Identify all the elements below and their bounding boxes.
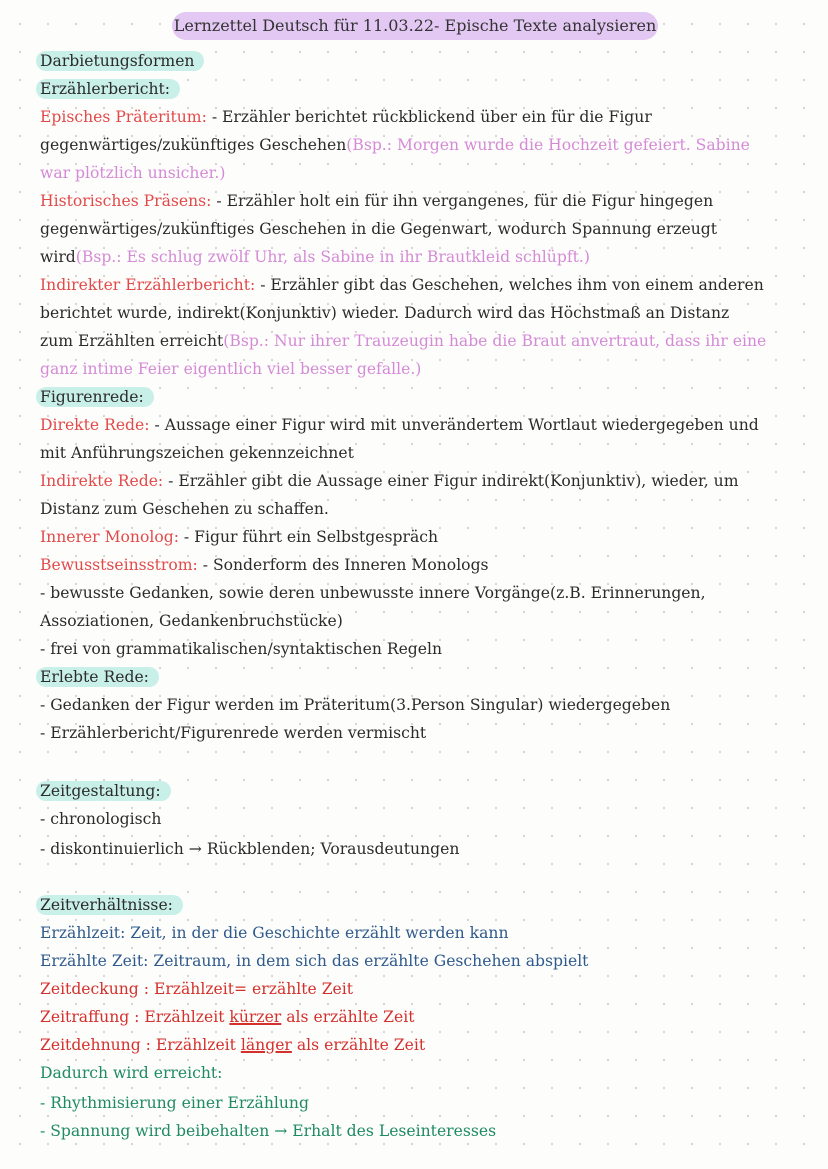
page-title: Lernzettel Deutsch für 11.03.22- Epische Texte analysieren <box>172 12 658 40</box>
section-heading-erlebte-rede: Erlebte Rede: <box>40 664 159 691</box>
example-text: war plötzlich unsicher.) <box>40 164 226 182</box>
list-item: - bewusste Gedanken, sowie deren unbewusste innere Vorgänge(z.B. Erinnerungen, <box>40 584 706 602</box>
definition-zeitdehnung: Zeitdehnung : Erzählzeit länger als erzählte Zeit <box>40 1036 426 1054</box>
line-episches-praeteritum-2: gegenwärtiges/zukünftiges Geschehen(Bsp.: Morgen wurde die Hochzeit gefeiert. Sabine <box>40 136 750 154</box>
list-item: - chronologisch <box>40 810 162 828</box>
line-historisches-praesens-2: gegenwärtiges/zukünftiges Geschehen in die Gegenwart, wodurch Spannung erzeugt <box>40 220 718 238</box>
list-item: - Gedanken der Figur werden im Präteritum(3.Person Singular) wiedergegeben <box>40 696 671 714</box>
example-text: (Bsp.: Morgen wurde die Hochzeit gefeiert. Sabine <box>346 136 750 154</box>
line-indirekte-rede-2: Distanz zum Geschehen zu schaffen. <box>40 500 329 518</box>
term-historisches-praesens: Historisches Präsens: <box>40 192 212 210</box>
example-text: (Bsp.: Nur ihrer Trauzeugin habe die Braut anvertraut, dass ihr eine <box>223 332 767 350</box>
line-direkte-rede: Direkte Rede: - Aussage einer Figur wird mit unverändertem Wortlaut wiedergegeben und <box>40 416 759 434</box>
list-item: - Spannung wird beibehalten → Erhalt des Leseinteresses <box>40 1122 497 1140</box>
definition-erzaehlte-zeit: Erzählte Zeit: Zeitraum, in dem sich das erzählte Geschehen abspielt <box>40 952 589 970</box>
section-heading-zeitgestaltung: Zeitgestaltung: <box>40 778 171 805</box>
list-item: - frei von grammatikalischen/syntaktischen Regeln <box>40 640 443 658</box>
line-indirekter-erzaehlerbericht: Indirekter Erzählerbericht: - Erzähler gibt das Geschehen, welches ihm von einem anderen <box>40 276 764 294</box>
list-item: - Rhythmisierung einer Erzählung <box>40 1094 309 1112</box>
definition-zeitraffung: Zeitraffung : Erzählzeit kürzer als erzählte Zeit <box>40 1008 415 1026</box>
term-innerer-monolog: Innerer Monolog: <box>40 528 179 546</box>
line-indirekte-rede: Indirekte Rede: - Erzähler gibt die Aussage einer Figur indirekt(Konjunktiv), wieder, um <box>40 472 739 490</box>
line-bewusstseinsstrom: Bewusstseinsstrom: - Sonderform des Inneren Monologs <box>40 556 489 574</box>
subheading-erzaehlerbericht: Erzählerbericht: <box>40 76 180 103</box>
list-item: - diskontinuierlich → Rückblenden; Vorausdeutungen <box>40 840 460 858</box>
list-item: - Erzählerbericht/Figurenrede werden vermischt <box>40 724 427 742</box>
line-historisches-praesens-3: wird(Bsp.: Es schlug zwölf Uhr, als Sabine in ihr Brautkleid schlüpft.) <box>40 248 590 266</box>
line-episches-praeteritum-3 <box>40 160 225 187</box>
example-text: (Bsp.: Es schlug zwölf Uhr, als Sabine in ihr Brautkleid schlüpft.) <box>75 248 590 266</box>
term-bewusstseinsstrom: Bewusstseinsstrom: <box>40 556 198 574</box>
section-heading-figurenrede: Figurenrede: <box>40 384 154 411</box>
line-episches-praeteritum: Episches Präteritum: - Erzähler berichtet rückblickend über ein für die Figur <box>40 108 652 126</box>
line-innerer-monolog: Innerer Monolog: - Figur führt ein Selbstgespräch <box>40 528 439 546</box>
line-direkte-rede-2: mit Anführungszeichen gekennzeichnet <box>40 444 354 462</box>
section-heading-darbietungsformen: Darbietungsformen <box>40 48 204 75</box>
definition-erzaehlzeit: Erzählzeit: Zeit, in der die Geschichte erzählt werden kann <box>40 924 509 942</box>
term-direkte-rede: Direkte Rede: <box>40 416 150 434</box>
line-indirekter-erzaehlerbericht-3: zum Erzählten erreicht(Bsp.: Nur ihrer Trauzeugin habe die Braut anvertraut, dass ihr eine <box>40 332 767 350</box>
term-indirekte-rede: Indirekte Rede: <box>40 472 164 490</box>
term-episches-praeteritum: Episches Präteritum: <box>40 108 207 126</box>
example-text: ganz intime Feier eigentlich viel besser gefalle.) <box>40 360 422 378</box>
definition-zeitdeckung: Zeitdeckung : Erzählzeit= erzählte Zeit <box>40 980 354 998</box>
line-historisches-praesens: Historisches Präsens: - Erzähler holt ein für ihn vergangenes, für die Figur hingegen <box>40 192 714 210</box>
line-indirekter-erzaehlerbericht-2: berichtet wurde, indirekt(Konjunktiv) wieder. Dadurch wird das Höchstmaß an Distanz <box>40 304 730 322</box>
list-item: Assoziationen, Gedankenbruchstücke) <box>40 612 343 630</box>
section-heading-zeitverhaeltnisse: Zeitverhältnisse: <box>40 892 183 919</box>
term-indirekter-erzaehlerbericht: Indirekter Erzählerbericht: <box>40 276 256 294</box>
result-heading: Dadurch wird erreicht: <box>40 1064 223 1082</box>
line-indirekter-erzaehlerbericht-4 <box>40 356 421 383</box>
